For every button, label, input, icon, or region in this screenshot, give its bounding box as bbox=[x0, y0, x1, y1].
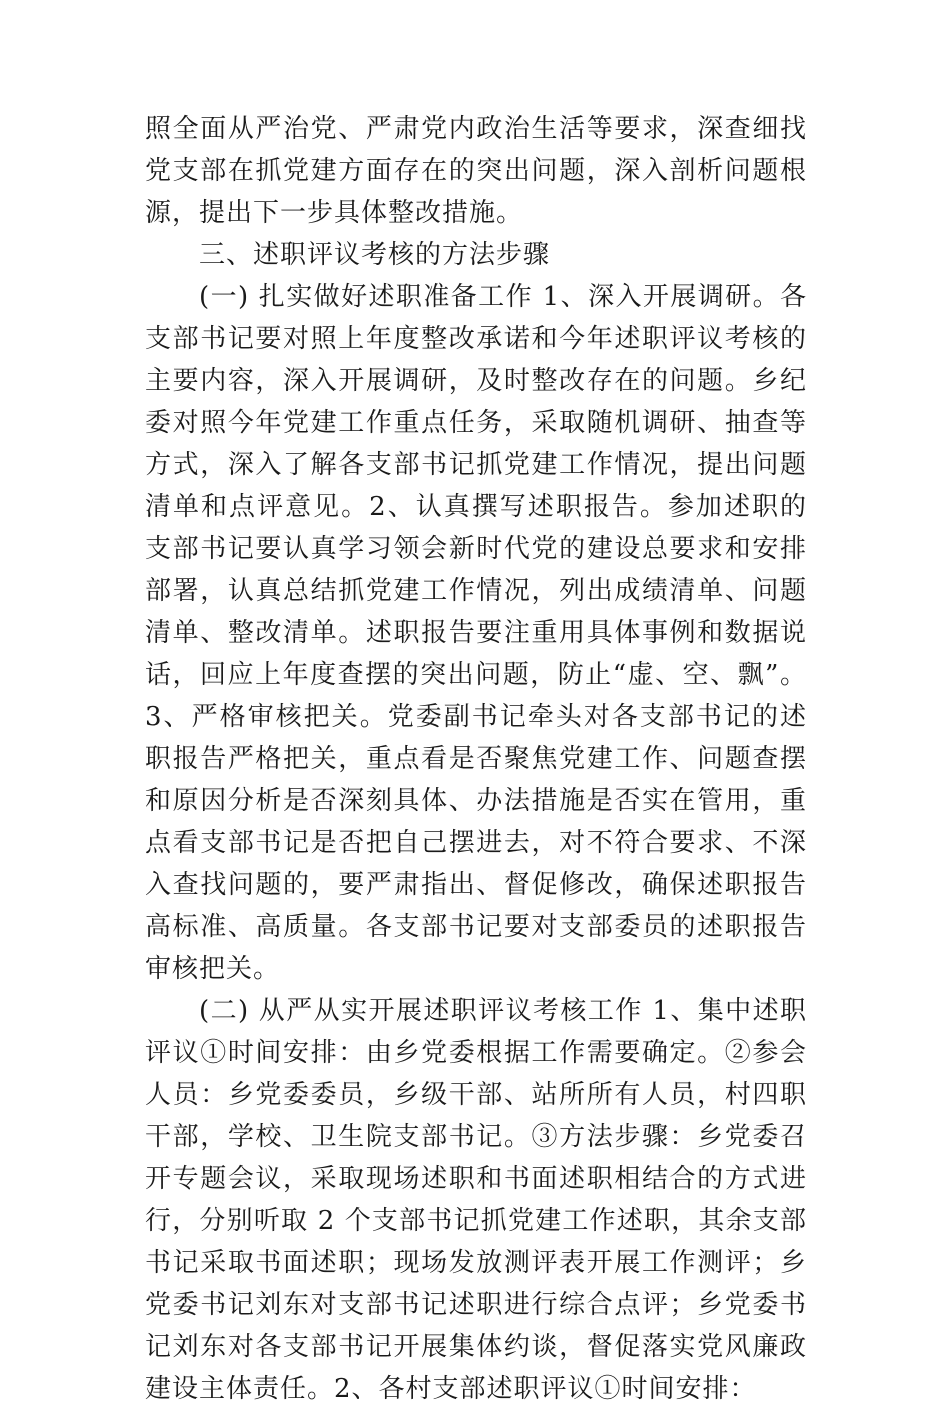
section-heading: 三、述职评议考核的方法步骤 bbox=[199, 240, 551, 270]
document-body bbox=[145, 108, 807, 1410]
paragraph-preparation: (一) 扎实做好述职准备工作 1、深入开展调研。各支部书记要对照上年度整改承诺和今年述职评议考核的主要内容，深入开展调研，及时整改存在的问题。乡纪委对照今年党建工作重点任务，采取随机调研、抽查等方式，深入了解各支部书记抓党建工作情况，提出问题清单和点评意见。2、认真撰写述职报告。参加述职的支部书记要认真学习领会新时代党的建设总要求和安排部署，认真总结抓党建工作情况，列出成绩清单、问题清单、整改清单。述职报告要注重用具体事例和数据说话，回应上年度查摆的突出问题，防止“虚、空、飘”。3、严格审核把关。党委副书记牵头对各支部书记的述职报告严格把关，重点看是否聚焦党建工作、问题查摆和原因分析是否深刻具体、办法措施是否实在管用，重点看支部书记是否把自己摆进去，对不符合要求、不深入查找问题的，要严肃指出、督促修改，确保述职报告高标准、高质量。各支部书记要对支部委员的述职报告审核把关。 bbox=[145, 282, 807, 984]
paragraph-continuation: 照全面从严治党、严肃党内政治生活等要求，深查细找党支部在抓党建方面存在的突出问题，深入剖析问题根源，提出下一步具体整改措施。 bbox=[145, 114, 807, 228]
paragraph-evaluation: (二) 从严从实开展述职评议考核工作 1、集中述职评议①时间安排：由乡党委根据工作需要确定。②参会人员：乡党委委员，乡级干部、站所所有人员，村四职干部，学校、卫生院支部书记。③方法步骤：乡党委召开专题会议，采取现场述职和书面述职相结合的方式进行，分别听取 2 个支部书记抓党建工作述职，其余支部书记采取书面述职；现场发放测评表开展工作测评；乡党委书记刘东对支部书记述职进行综合点评；乡党委书记刘东对各支部书记开展集体约谈，督促落实党风廉政建设主体责任。2、各村支部述职评议①时间安排： bbox=[145, 996, 807, 1404]
